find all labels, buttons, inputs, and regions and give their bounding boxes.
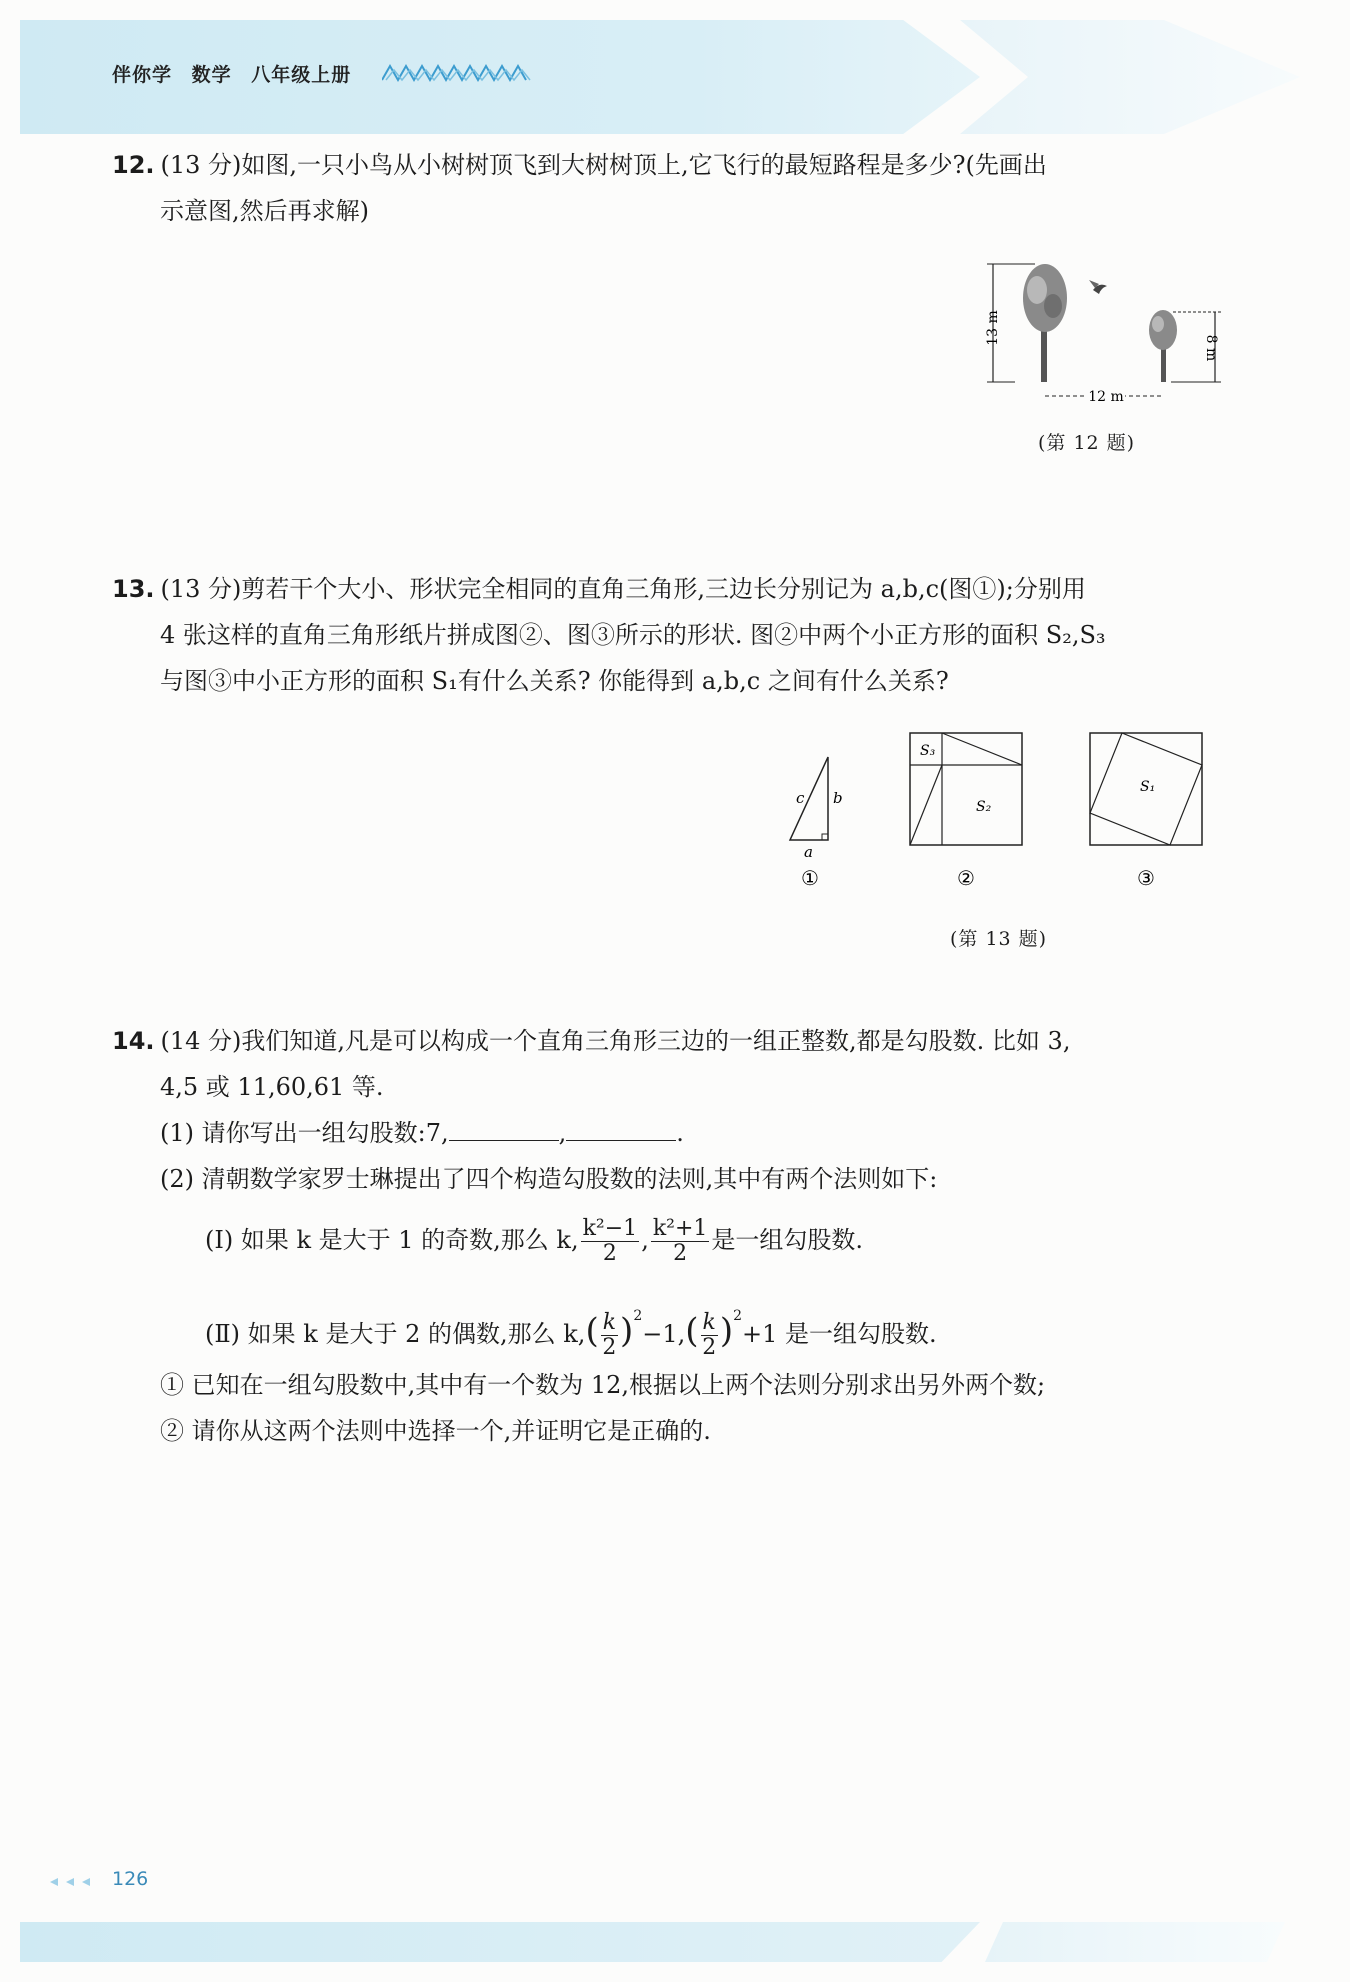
distance-label: 12 m [1088,389,1124,405]
q14-rule2: (Ⅱ) 如果 k 是大于 2 的偶数,那么 k,( $\frac{k}{2}$ )$^2$−1,( $\frac{k}{2}$ )$^2$+1 是一组勾股数. [205,1308,937,1360]
q12-caption: (第 12 题) [1038,432,1136,454]
rule2-frac2-num: k [702,1309,716,1335]
small-tree-height-label: 8 m [1203,334,1219,362]
square-fig3 [1090,733,1202,890]
rule1-prefix: (Ⅰ) 如果 k 是大于 1 的奇数,那么 k, [205,1226,579,1254]
page-arrows-icon [46,1876,106,1888]
s3-label: S₃ [920,743,936,759]
q14-part1-text: (1) 请你写出一组勾股数:7, [160,1119,449,1147]
rule2-frac1-den: 2 [602,1335,617,1360]
q13-figure [770,725,1220,895]
q13-caption: (第 13 题) [950,928,1048,950]
header-decoration [960,20,1300,134]
s1-label: S₁ [1140,779,1156,795]
q14-part1-end: . [676,1119,684,1147]
rule1-suffix: 是一组勾股数. [711,1226,864,1254]
fig3-label: ③ [1137,866,1155,890]
footer-band [20,1922,980,1962]
rule2-frac2 [701,1311,718,1360]
q14-part1-sep: , [558,1119,567,1147]
rule2-prefix: (Ⅱ) 如果 k 是大于 2 的偶数,那么 k, [205,1320,586,1348]
s2-label: S₂ [976,799,992,815]
answer-blank-2[interactable] [566,1118,676,1141]
q12-text-1: (13 分)如图,一只小鸟从小树树顶飞到大树树顶上,它飞行的最短路程是多少?(先画出 [160,151,1047,179]
page-number: 126 [112,1868,149,1890]
answer-blank-1[interactable] [449,1118,559,1141]
rule2-frac2-den: 2 [702,1335,717,1360]
q13-line2 [160,612,1106,658]
q12-number: 12. [112,151,155,179]
q13-text-2b: S₂,S₃ [1045,621,1106,649]
q14-rule1: (Ⅰ) 如果 k 是大于 1 的奇数,那么 k, $\frac{\text{k²−1}}{2}$ , $\frac{\text{k²+1}}{2}$ 是一组勾股数. [205,1215,864,1266]
q12-figure [975,250,1230,410]
fig2-label: ② [957,866,975,890]
rule1-frac1-num: k²−1 [582,1215,638,1241]
fig1-label: ① [801,866,819,890]
rule1-frac2-num: k²+1 [652,1215,708,1241]
q14-part2: (2) 清朝数学家罗士琳提出了四个构造勾股数的法则,其中有两个法则如下: [160,1165,938,1193]
q14-line2: 4,5 或 11,60,61 等. [160,1073,384,1101]
rule1-frac2-den: 2 [673,1241,688,1266]
tri-b-label: b [833,789,843,807]
q13-line3: 与图③中小正方形的面积 S₁有什么关系? 你能得到 a,b,c 之间有什么关系? [160,667,949,695]
rule2-frac1 [601,1311,618,1360]
q14-task2: ② 请你从这两个法则中选择一个,并证明它是正确的. [160,1417,711,1445]
q12-line2: 示意图,然后再求解) [160,197,369,225]
q14-task1: ① 已知在一组勾股数中,其中有一个数为 12,根据以上两个法则分别求出另外两个数; [160,1371,1046,1399]
q13-number: 13. [112,575,155,603]
q13-text-1: (13 分)剪若干个大小、形状完全相同的直角三角形,三边长分别记为 a,b,c(图①);分别用 [160,575,1086,603]
header-title: 伴你学 数学 八年级上册 [112,64,352,86]
q12-line1 [112,142,1047,188]
rule2-frac1-num: k [602,1309,617,1335]
tri-a-label: a [804,843,813,861]
bird-icon [1089,280,1107,294]
q13-line1 [112,566,1086,612]
rule1-frac1-den: 2 [602,1241,617,1266]
q14-part1 [160,1110,684,1156]
footer-decoration [985,1922,1285,1962]
q14-text-1: (14 分)我们知道,凡是可以构成一个直角三角形三边的一组正整数,都是勾股数. 比如 3, [160,1027,1071,1055]
rule1-frac1 [581,1217,640,1266]
tri-c-label: c [796,789,805,807]
q14-line1 [112,1018,1070,1064]
rule2-suffix: +1 是一组勾股数. [742,1320,937,1348]
q14-number: 14. [112,1027,155,1055]
zigzag-decoration [382,62,532,84]
q13-text-2a: 4 张这样的直角三角形纸片拼成图②、图③所示的形状. 图②中两个小正方形的面积 [160,621,1046,649]
square-fig2 [910,733,1022,890]
rule2-mid: −1, [642,1320,686,1348]
rule1-frac2 [651,1217,710,1266]
big-tree-height-label: 13 m [985,310,1001,346]
big-tree-icon [1023,264,1067,382]
right-triangle-fig1 [790,757,843,890]
small-tree-icon [1149,310,1177,382]
